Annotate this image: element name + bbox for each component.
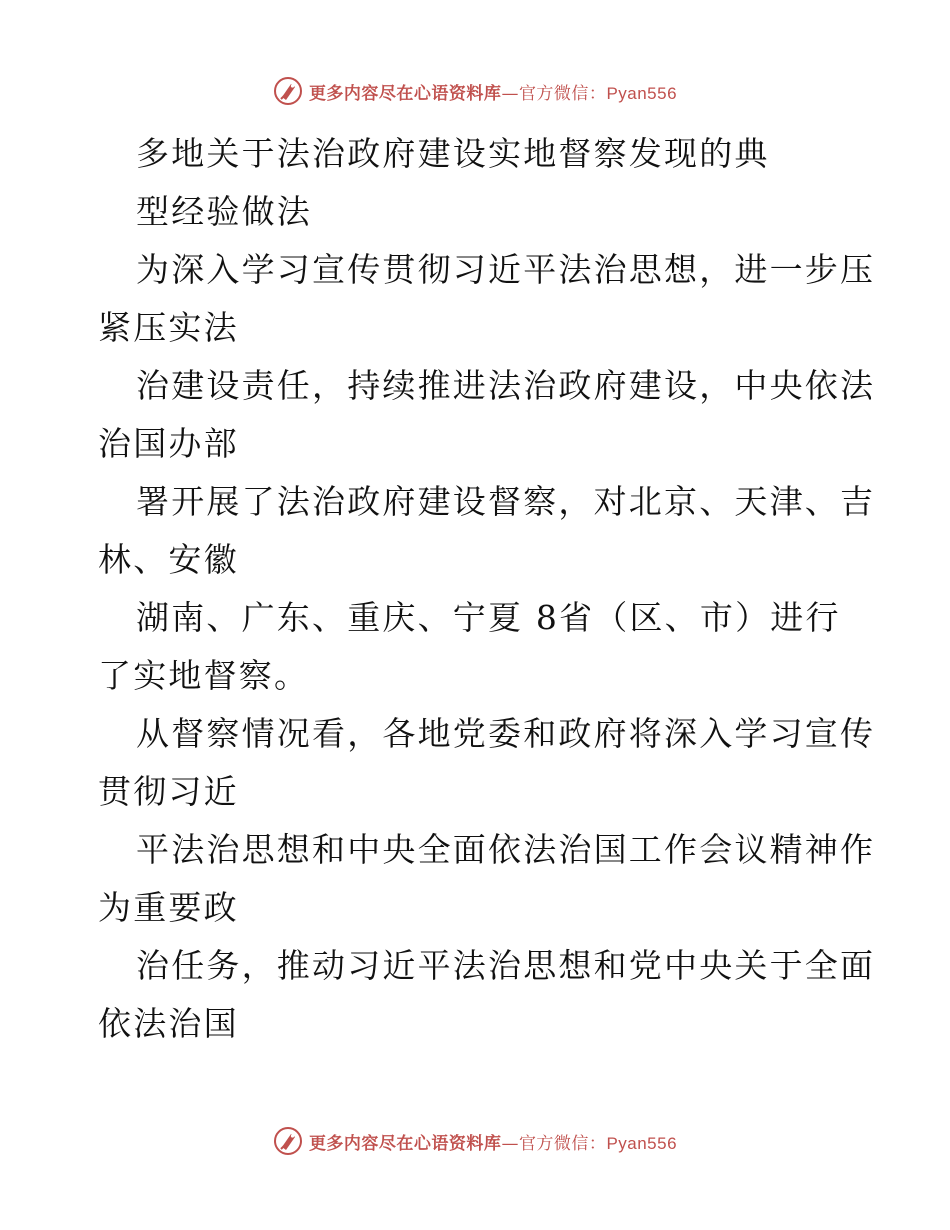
watermark-site-text: 更多内容尽在心语资料库 (308, 83, 502, 104)
text-line: 从督察情况看，各地党委和政府将深入学习宣传 (136, 714, 876, 753)
text-line: 了实地督察。 (98, 656, 310, 695)
text-line: 署开展了法治政府建设督察，对北京、天津、吉 (136, 482, 876, 521)
text-line: 型经验做法 (136, 192, 312, 231)
pen-nib-logo-icon (273, 76, 303, 106)
text-line: 为深入学习宣传贯彻习近平法治思想，进一步压 (136, 250, 876, 289)
text-line: 治国办部 (98, 424, 239, 463)
text-line: 依法治国 (98, 1004, 239, 1043)
text-line: 林、安徽 (98, 540, 239, 579)
text-line: 治建设责任，持续推进法治政府建设，中央依法 (136, 366, 876, 405)
watermark-account: Pyan556 (606, 1133, 678, 1153)
text-line: 为重要政 (98, 888, 239, 927)
watermark-wechat-label: 官方微信： (518, 1133, 607, 1154)
document-body (98, 125, 876, 1053)
watermark-site-text: 更多内容尽在心语资料库 (308, 1133, 502, 1154)
text-line: 治任务，推动习近平法治思想和党中央关于全面 (136, 946, 876, 985)
watermark-text (309, 1129, 677, 1154)
text-line: 贯彻习近 (98, 772, 239, 811)
pen-nib-logo-icon (273, 1126, 303, 1156)
watermark-text (309, 79, 677, 104)
watermark-dash: — (501, 83, 519, 104)
footer-watermark (0, 1121, 950, 1161)
watermark-dash: — (501, 1133, 519, 1154)
header-watermark (0, 71, 950, 111)
watermark-account: Pyan556 (606, 83, 678, 103)
text-line: 湖南、广东、重庆、宁夏 8省（区、市）进行 (136, 598, 841, 637)
watermark-wechat-label: 官方微信： (518, 83, 607, 104)
text-line: 多地关于法治政府建设实地督察发现的典 (136, 134, 770, 173)
text-line: 紧压实法 (98, 308, 239, 347)
text-line: 平法治思想和中央全面依法治国工作会议精神作 (136, 830, 876, 869)
